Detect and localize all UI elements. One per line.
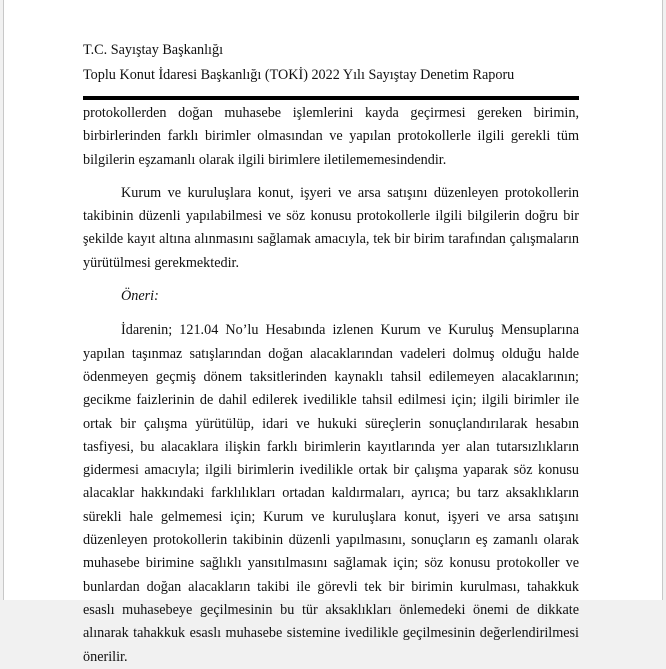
document-body	[83, 102, 579, 669]
header-report-title: Toplu Konut İdaresi Başkanlığı (TOKİ) 2022 Yılı Sayıştay Denetim Raporu	[83, 67, 515, 83]
paragraph-continuation: protokollerden doğan muhasebe işlemlerini kayda geçirmesi gereken birimin, birbirlerinden farklı birimler olmasından ve yapılan protokollerle ilgili gerekli tüm bilgilerin eşzamanlı olarak ilgili birimlere iletilememesindendir.	[83, 105, 579, 168]
document-page	[3, 0, 663, 665]
paragraph-recommendation: İdarenin; 121.04 No’lu Hesabında izlenen Kurum ve Kuruluş Mensuplarına yapılan taşınmaz satışlarından doğan alacaklarından vadeleri dolmuş olduğu halde ödenmeyen geçmiş dönem taksitlerinden kaynaklı tahsil edilemeyen alacaklarının; gecikme faizlerinin de dahil edilerek ivedilikle tahsil edilmesi için; ilgili birimler ile ortak bir çalışma yürütülüp, idari ve hukuki süreçlerin sonuçlandırılarak hesabın tasfiyesi, bu alacaklara ilişkin farklı birimlerin kayıtlarında yer alan tutarsızlıkların gidermesi amacıyla; ilgili birimlerin ivedilikle ortak bir çalışma yaparak söz konusu alacaklar hakkındaki farklılıkları ortadan kaldırmaları, ayrıca; bu tarz aksaklıkların sürekli hale gelmemesi için; Kurum ve kuruluşlara konut, işyeri ve arsa satışını düzenleyen protokollerin takibinin düzenli yapılmasını, sonuçların eş zamanlı olarak muhasebe birimine sağlıklı yansıtılmasını sağlamak için; söz konusu protokoller ve bunlardan doğan alacakların takibi ile görevli tek bir birimin kurulması, tahakkuk esaslı muhasebeye geçilmesinin bu tür aksaklıkları önlemedeki önemi de dikkate alınarak tahakkuk esaslı muhasebe sistemine ivedilikle geçilmesinin değerlendirilmesi önerilir.	[83, 322, 579, 665]
section-heading-recommendation: Öneri:	[121, 288, 159, 305]
header-institution: T.C. Sayıştay Başkanlığı	[83, 42, 224, 58]
header-divider	[83, 96, 579, 100]
paragraph-requirement: Kurum ve kuruluşlara konut, işyeri ve arsa satışını düzenleyen protokollerin takibinin düzenli yapılabilmesi ve söz konusu protokollerle ilgili bilgilerin doğru bir şekilde kayıt altına alınmasını sağlamak amacıyla, tek bir birim tarafından çalışmaların yürütülmesi gerekmektedir.	[83, 184, 579, 271]
